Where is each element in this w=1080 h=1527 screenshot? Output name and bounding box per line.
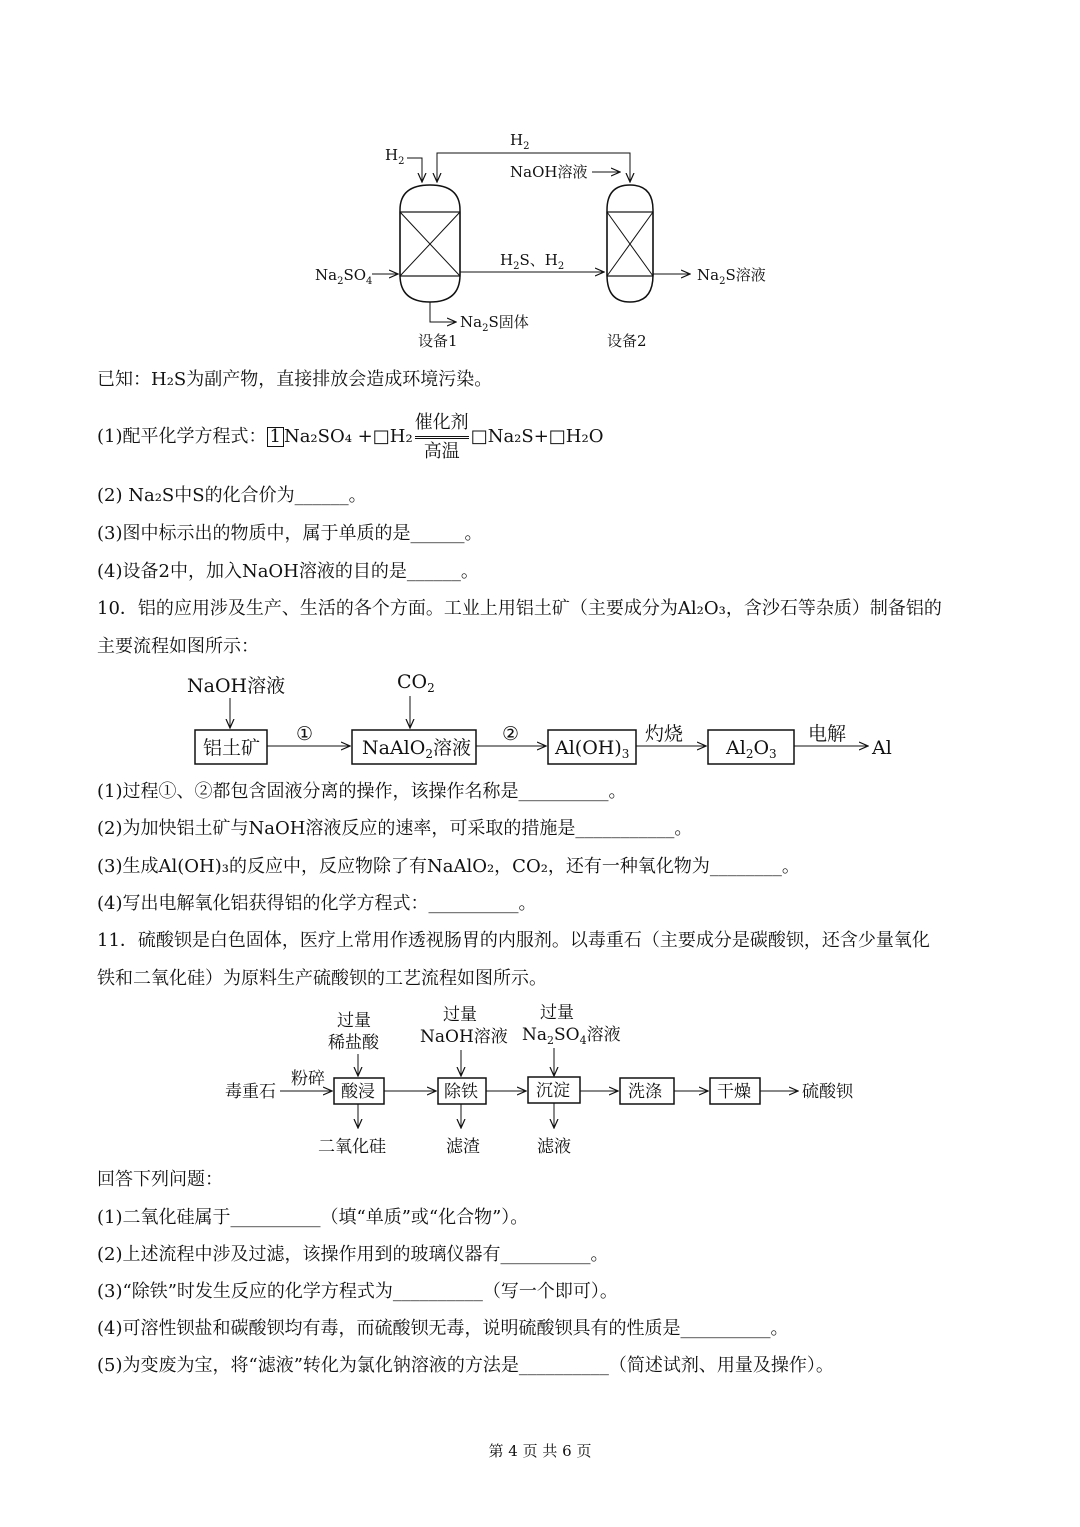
coefficient-box: 1 (267, 427, 284, 447)
q11-part5: (5)为变废为宝，将“滤液”转化为氯化钠溶液的方法是__________（简述试剂、用量及操作）。 (97, 1355, 834, 1376)
excess-label-3: 过量 (540, 1003, 574, 1023)
naoh-input-label: NaOH溶液 (187, 675, 286, 697)
q10-part4: (4)写出电解氧化铝获得铝的化学方程式：__________。 (97, 893, 537, 914)
product-label: 硫酸钡 (802, 1082, 853, 1102)
step-1-label: ① (296, 723, 314, 745)
q10-intro-line1: 10．铝的应用涉及生产、生活的各个方面。工业上用铝土矿（主要成分为Al₂O₃，含沙石等杂质）制备铝的 (97, 598, 942, 619)
step-2-label: ② (502, 723, 520, 745)
q10-part1: (1)过程①、②都包含固液分离的操作，该操作名称是__________。 (97, 781, 627, 802)
q9-part3: (3)图中标示出的物质中，属于单质的是______。 (97, 523, 483, 544)
na2so4-label-2: $Na_2SO_4$溶液 (522, 1025, 621, 1047)
q9-part2: (2) Na₂S中S的化合价为______。 (97, 485, 367, 506)
q11-part2: (2)上述流程中涉及过滤，该操作用到的玻璃仪器有__________。 (97, 1244, 609, 1265)
residue-label: 滤渣 (446, 1137, 480, 1157)
q9-part1-left: Na₂SO₄ +□H₂ (283, 426, 413, 447)
condition-label: 高温 (423, 440, 460, 462)
bauxite-label: 铝土矿 (203, 737, 261, 759)
q9-part1 (97, 408, 603, 466)
q11-part4: (4)可溶性钡盐和碳酸钡均有毒，而硫酸钡无毒，说明硫酸钡具有的性质是__________。 (97, 1318, 789, 1339)
q11-answer-intro: 回答下列问题： (97, 1169, 223, 1190)
reaction-condition (415, 412, 469, 463)
dry-label: 干燥 (717, 1082, 751, 1102)
co2-input-label: $CO_2$ (397, 671, 435, 695)
q9-known: 已知：H₂S为副产物，直接排放会造成环境污染。 (97, 369, 493, 390)
remove-iron-label: 除铁 (444, 1082, 478, 1102)
wash-label: 洗涤 (628, 1082, 662, 1102)
aluminum-flow-diagram (0, 668, 1080, 778)
q11-part3: (3)“除铁”时发生反应的化学方程式为__________（写一个即可）。 (97, 1281, 618, 1302)
naoh-label-2: NaOH溶液 (420, 1027, 508, 1047)
na2s-solid-label: $Na_2S$固体 (460, 313, 529, 334)
electrolysis-label: 电解 (808, 723, 847, 745)
q10-part3: (3)生成Al(OH)₃的反应中，反应物除了有NaAlO₂，CO₂，还有一种氧化物为________。 (97, 856, 800, 877)
sio2-label: 二氧化硅 (318, 1137, 386, 1157)
q10-part2: (2)为加快铝土矿与NaOH溶液反应的速率，可采取的措施是___________。 (97, 818, 693, 839)
na2so4-label: $Na_2SO_4$ (315, 266, 373, 287)
device-2-label: 设备2 (607, 332, 647, 350)
calcine-label: 灼烧 (645, 723, 684, 745)
al2o3-label: $Al_2O_3$ (726, 737, 777, 761)
q10-intro-line2: 主要流程如图所示： (97, 636, 259, 657)
na2s-solution-label: $Na_2S$溶液 (697, 266, 766, 287)
acid-leach-label: 酸浸 (341, 1082, 375, 1102)
aloh3-label: $Al(OH)_3$ (555, 737, 630, 761)
excess-label-1: 过量 (337, 1011, 371, 1031)
precipitate-label: 沉淀 (536, 1081, 570, 1101)
h2-left-label: $H_2$ (385, 146, 405, 167)
q11-intro-line1: 11．硫酸钡是白色固体，医疗上常用作透视肠胃的内服剂。以毒重石（主要成分是碳酸钡，还含少量氧化 (97, 930, 930, 951)
naoh-label: NaOH溶液 (510, 163, 588, 181)
ore-label: 毒重石 (225, 1082, 276, 1102)
h2-top-label: $H_2$ (510, 131, 530, 152)
grind-label: 粉碎 (291, 1069, 325, 1089)
filtrate-label: 滤液 (537, 1137, 571, 1157)
naalo2-label: NaAlO$_2$溶液 (362, 737, 471, 761)
page-footer: 第 4 页 共 6 页 (488, 1442, 592, 1460)
catalyst-label: 催化剂 (414, 411, 469, 433)
q9-part1-prefix: (1)配平化学方程式： (97, 426, 267, 447)
device-2 (607, 185, 653, 302)
q11-intro-line2: 铁和二氧化硅）为原料生产硫酸钡的工艺流程如图所示。 (97, 968, 547, 989)
barium-sulfate-flow-diagram (0, 998, 1080, 1163)
device-1 (400, 185, 460, 302)
al-product-label: Al (872, 737, 892, 759)
excess-label-2: 过量 (443, 1005, 477, 1025)
h2s-h2-label: $H_2S$、$H_2$ (500, 251, 565, 272)
q9-part4: (4)设备2中，加入NaOH溶液的目的是______。 (97, 561, 479, 582)
device-1-label: 设备1 (418, 332, 458, 350)
q9-part1-right: □Na₂S+□H₂O (470, 426, 604, 447)
q11-part1: (1)二氧化硅属于__________（填“单质”或“化合物”）。 (97, 1207, 529, 1228)
hcl-label: 稀盐酸 (328, 1033, 379, 1053)
